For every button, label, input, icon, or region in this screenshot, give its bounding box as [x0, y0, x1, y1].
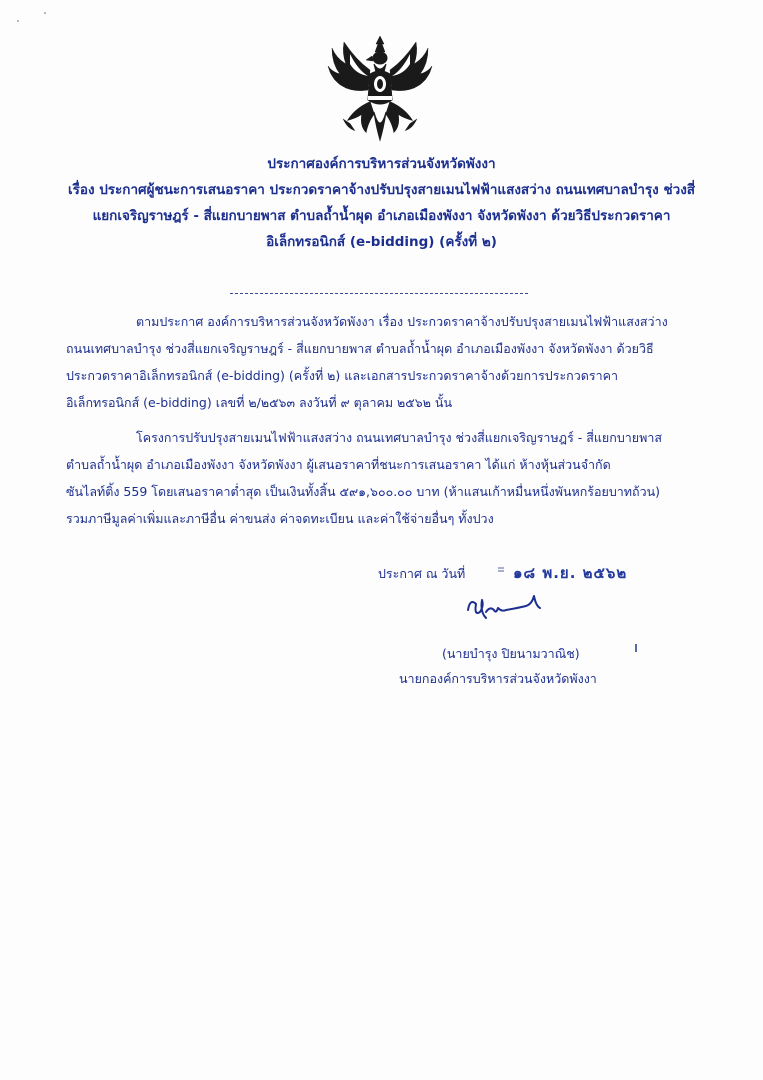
- handwritten-signature: [460, 590, 550, 624]
- dashed-divider: [230, 293, 528, 294]
- scan-speck: [17, 20, 19, 22]
- margin-mark: [635, 644, 637, 652]
- signer-position: นายกองค์การบริหารส่วนจังหวัดพังงา: [399, 671, 597, 686]
- paragraph-line: ตำบลถ้ำน้ำผุด อำเภอเมืองพังงา จังหวัดพังงา ผู้เสนอราคาที่ชนะการเสนอราคา ได้แก่ ห้างหุ้นส่วนจำกัด: [66, 457, 611, 472]
- paragraph-line: โครงการปรับปรุงสายเมนไฟฟ้าแสงสว่าง ถนนเทศบาลบำรุง ช่วงสี่แยกเจริญราษฎร์ - สี่แยกบายพาส: [136, 430, 662, 445]
- paragraph-line: ถนนเทศบาลบำรุง ช่วงสี่แยกเจริญราษฎร์ - สี่แยกบายพาส ตำบลถ้ำน้ำผุด อำเภอเมืองพังงา จังหวัดพังงา ด้วยวิธี: [66, 341, 654, 356]
- paragraph-line: ตามประกาศ องค์การบริหารส่วนจังหวัดพังงา เรื่อง ประกวดราคาจ้างปรับปรุงสายเมนไฟฟ้าแสงสว่าง: [136, 314, 668, 329]
- paragraph-line: รวมภาษีมูลค่าเพิ่มและภาษีอื่น ค่าขนส่ง ค่าจดทะเบียน และค่าใช้จ่ายอื่นๆ ทั้งปวง: [66, 511, 494, 526]
- signer-name: (นายบำรุง ปิยนามวาณิช): [442, 646, 580, 661]
- subject-line: แยกเจริญราษฎร์ - สี่แยกบายพาส ตำบลถ้ำน้ำผุด อำเภอเมืองพังงา จังหวัดพังงา ด้วยวิธีประกวดราคา: [92, 208, 671, 224]
- paragraph-line: ซันไลท์ติ้ง 559 โดยเสนอราคาต่ำสุด เป็นเงินทั้งสิ้น ๕๙๑,๖๐๐.๐๐ บาท (ห้าแสนเก้าหมื่นหนึ่งพันหกร้อยบาทถ้วน): [66, 484, 661, 499]
- subject-line: เรื่อง ประกาศผู้ชนะการเสนอราคา ประกวดราคาจ้างปรับปรุงสายเมนไฟฟ้าแสงสว่าง ถนนเทศบาลบำรุง ช่วงสี่: [67, 182, 696, 198]
- paragraph-line: ประกวดราคาอิเล็กทรอนิกส์ (e-bidding) (ครั้งที่ ๒) และเอกสารประกวดราคาจ้างด้วยการประกวดราคา: [66, 368, 618, 383]
- announce-date-label: ประกาศ ณ วันที่: [378, 566, 466, 581]
- announce-date-stamp: ๑๘ พ.ย. ๒๕๖๒: [513, 564, 628, 582]
- subject-line: อิเล็กทรอนิกส์ (e-bidding) (ครั้งที่ ๒): [266, 234, 497, 250]
- garuda-emblem-icon: [326, 34, 434, 146]
- stamp-mark-icon: [497, 566, 505, 574]
- paragraph-line: อิเล็กทรอนิกส์ (e-bidding) เลขที่ ๒/๒๕๖๓ ลงวันที่ ๙ ตุลาคม ๒๕๖๒ นั้น: [66, 395, 452, 410]
- scan-speck: [44, 12, 46, 14]
- announcement-heading: ประกาศองค์การบริหารส่วนจังหวัดพังงา: [267, 156, 496, 172]
